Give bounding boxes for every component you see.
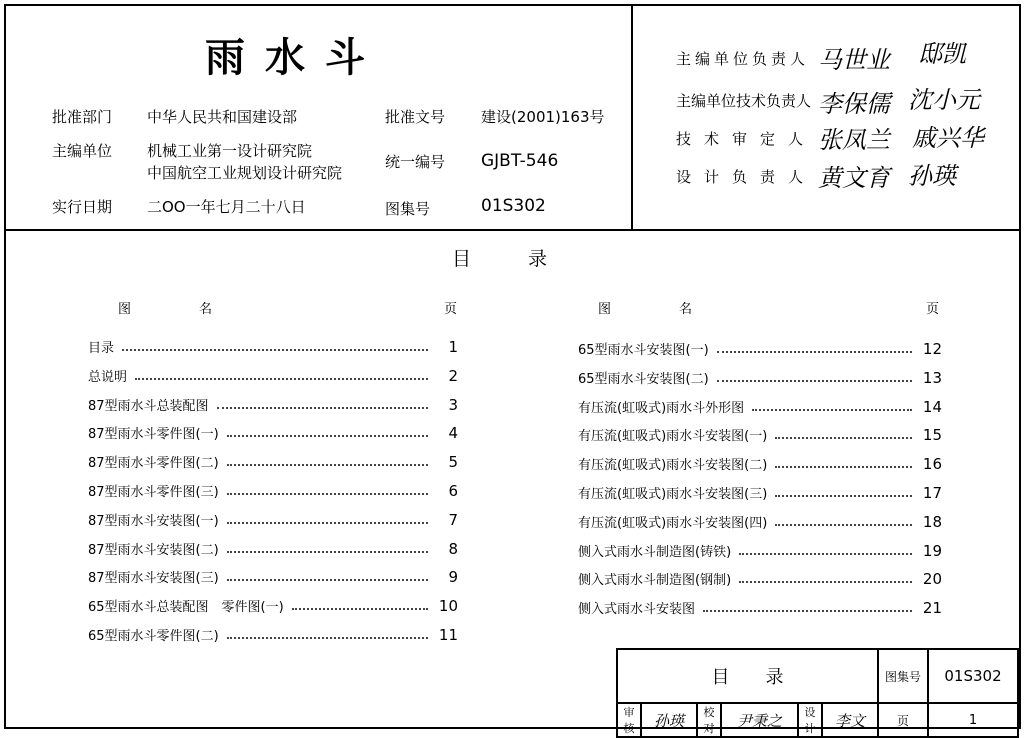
toc-leader-dots: [752, 409, 912, 411]
sig-4b: 孙瑛: [908, 162, 956, 190]
approval-dept-value: 中华人民共和国建设部: [147, 108, 298, 126]
toc-leader-dots: [227, 464, 428, 466]
title-block-atlas-label: 图集号: [878, 649, 928, 703]
toc-entry: [88, 562, 458, 586]
toc-entry: [88, 390, 458, 414]
toc-leader-dots: [227, 522, 428, 524]
toc-entry-name: 有压流(虹吸式)雨水斗安装图(二): [578, 458, 768, 474]
toc-entry-page: 3: [448, 395, 458, 414]
toc-entry: [88, 332, 458, 356]
toc-entry-page: 12: [922, 340, 942, 358]
toc-entry-page: 13: [922, 368, 942, 387]
toc-leader-dots: [292, 608, 428, 610]
toc-left-name-header: 图 名: [118, 302, 227, 317]
title-block-design-sig: 李文: [822, 703, 878, 737]
toc-entry-name: 65型雨水斗安装图(二): [578, 371, 709, 387]
toc-entry-page: 21: [922, 599, 942, 618]
toc-entry-page: 15: [922, 426, 942, 445]
title-block-check-label: 校对: [697, 703, 721, 737]
toc-entry: [578, 507, 942, 531]
toc-entry: [578, 334, 942, 358]
toc-entry: [88, 591, 458, 615]
title-block-review-label: 审核: [617, 703, 641, 737]
toc-entry: [578, 593, 942, 617]
toc-entry-name: 87型雨水斗安装图(三): [88, 571, 219, 587]
title-block-atlas-value: 01S302: [928, 649, 1018, 703]
toc-leader-dots: [227, 637, 428, 639]
toc-entry: [88, 418, 458, 442]
toc-entry: [578, 363, 942, 387]
toc-leader-dots: [227, 551, 428, 553]
toc-leader-dots: [775, 437, 912, 439]
toc-entry-name: 87型雨水斗安装图(二): [88, 542, 219, 558]
sig-3a: 张凤兰: [818, 126, 890, 154]
toc-entry-name: 总说明: [88, 369, 128, 385]
toc-entry-page: 9: [448, 568, 458, 587]
toc-entry: [88, 476, 458, 500]
toc-leader-dots: [739, 553, 912, 555]
toc-leader-dots: [775, 466, 912, 468]
toc-entry: [88, 361, 458, 385]
sig-label-4: 设计负责人: [676, 168, 817, 186]
toc-entry-page: 14: [922, 397, 942, 416]
toc-entry-page: 1: [448, 338, 458, 356]
toc-leader-dots: [227, 493, 428, 495]
sig-3b: 戚兴华: [912, 124, 984, 152]
toc-leader-dots: [775, 495, 912, 497]
toc-heading: 目 录: [452, 248, 548, 270]
toc-leader-dots: [135, 378, 428, 380]
impl-date-value: 二OO一年七月二十八日: [147, 198, 306, 216]
document-title: 雨水斗: [205, 35, 385, 81]
title-block-design-label: 设计: [798, 703, 822, 737]
toc-entry-name: 目录: [88, 341, 115, 356]
toc-entry-name: 65型雨水斗总装配图 零件图(一): [88, 600, 284, 616]
sig-1b: 邸凯: [918, 40, 966, 68]
toc-entry-name: 有压流(虹吸式)雨水斗安装图(四): [578, 515, 768, 531]
toc-leader-dots: [717, 351, 912, 353]
title-block-check-sig: 尹秉之: [721, 703, 798, 737]
toc-leader-dots: [739, 581, 912, 583]
toc-left-page-header: 页: [444, 302, 458, 317]
title-block-review-sig: 孙瑛: [641, 703, 697, 737]
toc-entry-page: 10: [438, 597, 458, 616]
toc-entry: [578, 420, 942, 444]
approval-doc-label: 批准文号: [385, 108, 446, 126]
approval-doc-value: 建设(2001)163号: [481, 108, 605, 126]
toc-entry-name: 65型雨水斗零件图(二): [88, 629, 219, 644]
toc-entry-name: 87型雨水斗零件图(二): [88, 456, 219, 472]
sig-label-2: 主编单位技术负责人: [676, 92, 812, 110]
impl-date-label: 实行日期: [52, 198, 113, 216]
toc-entry: [578, 392, 942, 416]
toc-leader-dots: [122, 349, 428, 351]
toc-entry-page: 6: [448, 482, 458, 500]
toc-entry-page: 7: [448, 510, 458, 529]
chief-unit-label: 主编单位: [52, 142, 113, 160]
atlas-no-label: 图集号: [385, 200, 431, 218]
sig-label-1: 主编单位负责人: [676, 50, 810, 68]
toc-entry-name: 87型雨水斗零件图(一): [88, 427, 219, 443]
title-block-title: 目 录: [617, 649, 878, 703]
unified-no-label: 统一编号: [385, 153, 446, 171]
sig-2b: 沈小元: [908, 86, 980, 114]
toc-entry-name: 侧入式雨水斗制造图(钢制): [578, 573, 732, 589]
toc-entry-page: 4: [448, 424, 458, 443]
toc-entry-name: 侧入式雨水斗安装图: [578, 602, 696, 618]
toc-entry-name: 87型雨水斗总装配图: [88, 398, 209, 414]
toc-entry: [88, 505, 458, 529]
toc-entry: [578, 449, 942, 473]
chief-unit-value-1: 机械工业第一设计研究院: [147, 142, 313, 160]
sig-4a: 黄文育: [818, 164, 890, 192]
toc-leader-dots: [775, 524, 912, 526]
toc-entry-page: 19: [922, 541, 942, 560]
toc-entry-name: 有压流(虹吸式)雨水斗安装图(一): [578, 429, 768, 445]
toc-entry-name: 侧入式雨水斗制造图(铸铁): [578, 544, 732, 560]
toc-entry-name: 87型雨水斗零件图(三): [88, 485, 219, 500]
sig-1a: 马世业: [818, 46, 890, 74]
toc-leader-dots: [703, 610, 912, 612]
title-block-page-label: 页: [878, 703, 928, 737]
toc-entry-page: 18: [922, 512, 942, 531]
approval-dept-label: 批准部门: [52, 108, 113, 126]
toc-entry-name: 87型雨水斗安装图(一): [88, 513, 219, 529]
toc-leader-dots: [227, 435, 428, 437]
toc-entry: [88, 447, 458, 471]
toc-right-name-header: 图 名: [598, 302, 707, 317]
toc-entry-page: 17: [922, 484, 942, 502]
unified-no-value: GJBT-546: [481, 151, 559, 171]
toc-leader-dots: [717, 380, 912, 382]
toc-entry-page: 2: [448, 366, 458, 385]
toc-entry: [578, 536, 942, 560]
toc-leader-dots: [217, 407, 428, 409]
atlas-no-value: 01S302: [481, 196, 546, 216]
toc-entry: [88, 534, 458, 558]
toc-entry: [578, 478, 942, 502]
toc-entry-name: 有压流(虹吸式)雨水斗外形图: [578, 400, 745, 416]
title-block: [616, 648, 1019, 738]
chief-unit-value-2: 中国航空工业规划设计研究院: [147, 164, 343, 182]
toc-entry-page: 11: [438, 626, 458, 644]
toc-entry-page: 8: [448, 539, 458, 558]
title-block-page-value: 1: [928, 703, 1018, 737]
toc-entry-page: 5: [448, 453, 458, 472]
toc-entry: [578, 564, 942, 588]
toc-entry-page: 16: [922, 455, 942, 474]
toc-entry-name: 65型雨水斗安装图(一): [578, 343, 709, 358]
toc-entry: [88, 620, 458, 644]
toc-entry-page: 20: [922, 570, 942, 589]
toc-entry-name: 有压流(虹吸式)雨水斗安装图(三): [578, 487, 768, 502]
toc-right-page-header: 页: [926, 302, 940, 317]
sig-2a: 李保儒: [818, 90, 890, 118]
sig-label-3: 技术审定人: [676, 130, 817, 148]
toc-leader-dots: [227, 579, 428, 581]
